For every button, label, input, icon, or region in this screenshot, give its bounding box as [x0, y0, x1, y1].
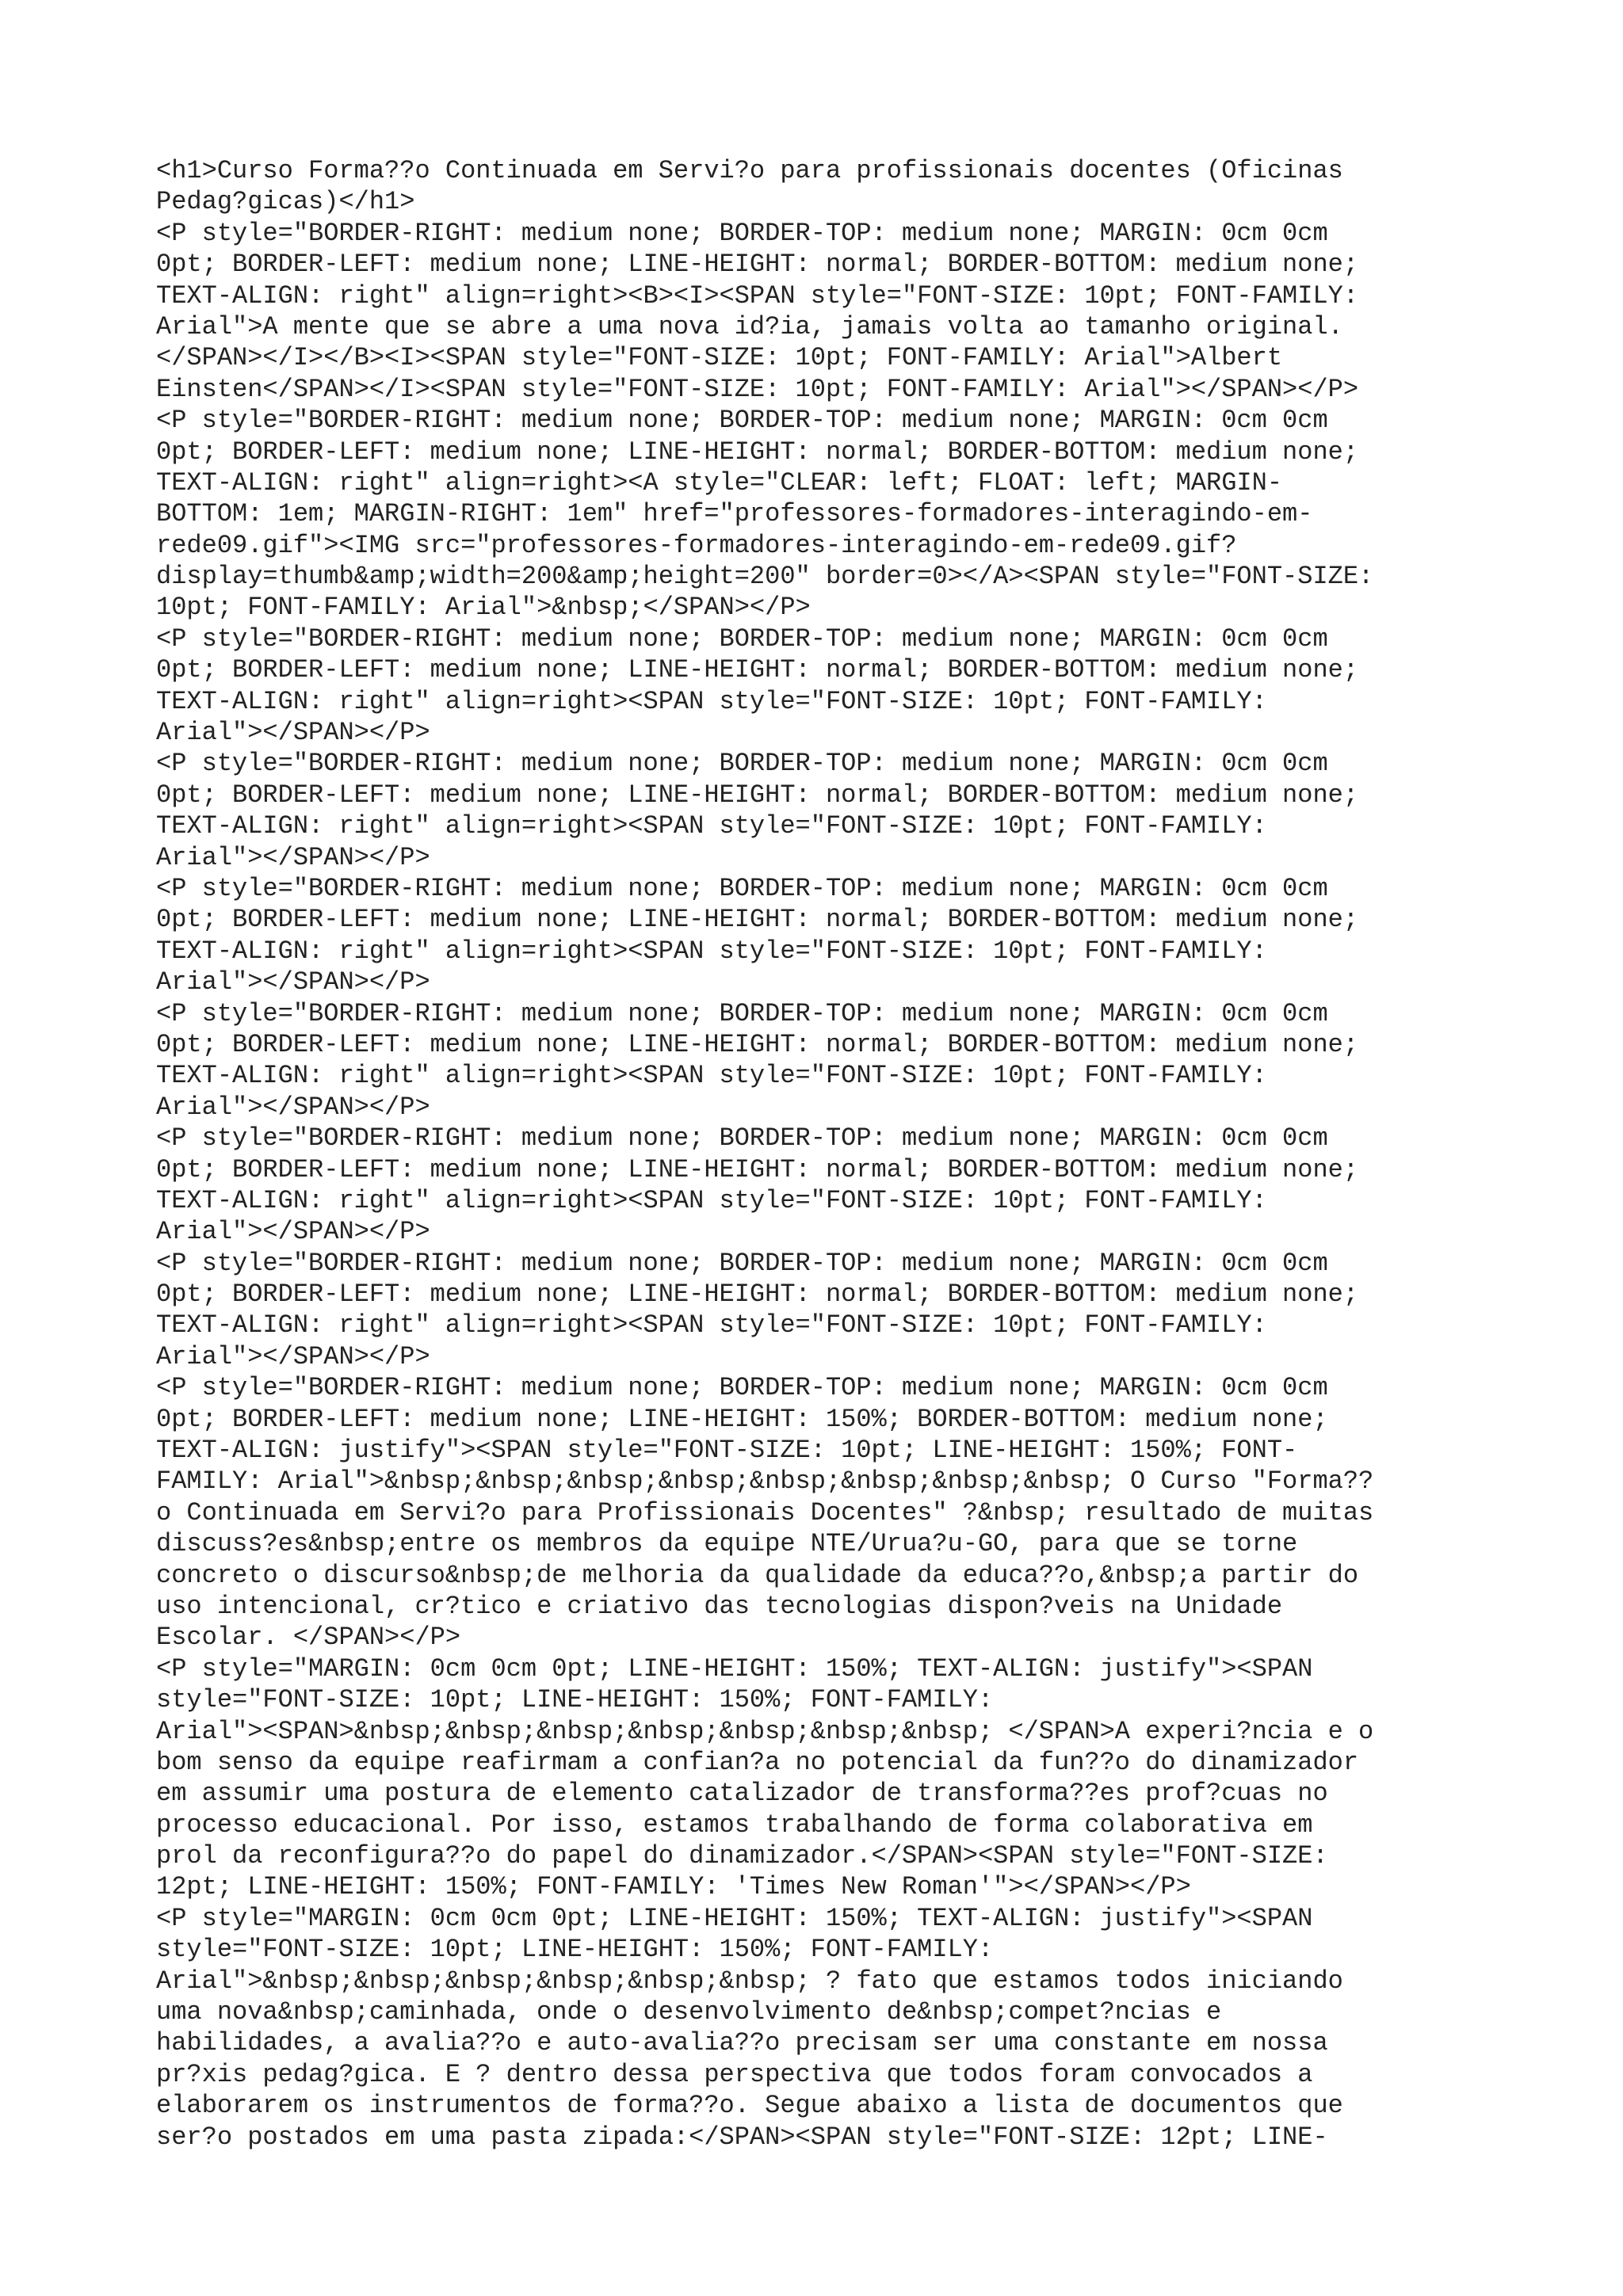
- text-line: ser?o postados em uma pasta zipada:</SPAN><SPAN style="FONT-SIZE: 12pt; LINE-: [156, 2122, 1328, 2152]
- text-line: <P style="BORDER-RIGHT: medium none; BORDER-TOP: medium none; MARGIN: 0cm 0cm: [156, 218, 1328, 248]
- text-line: TEXT-ALIGN: right" align=right><SPAN style="FONT-SIZE: 10pt; FONT-FAMILY:: [156, 686, 1267, 716]
- text-line: 0pt; BORDER-LEFT: medium none; LINE-HEIGHT: normal; BORDER-BOTTOM: medium none;: [156, 437, 1359, 467]
- text-line: Arial"></SPAN></P>: [156, 1092, 430, 1122]
- text-line: TEXT-ALIGN: right" align=right><SPAN style="FONT-SIZE: 10pt; FONT-FAMILY:: [156, 1185, 1267, 1215]
- text-line: Arial"></SPAN></P>: [156, 842, 430, 872]
- text-line: TEXT-ALIGN: right" align=right><SPAN style="FONT-SIZE: 10pt; FONT-FAMILY:: [156, 936, 1267, 966]
- text-line: <P style="BORDER-RIGHT: medium none; BORDER-TOP: medium none; MARGIN: 0cm 0cm: [156, 998, 1328, 1028]
- text-line: Arial"></SPAN></P>: [156, 718, 430, 748]
- text-line: style="FONT-SIZE: 10pt; LINE-HEIGHT: 150%; FONT-FAMILY:: [156, 1935, 994, 1965]
- text-line: prol da reconfigura??o do papel do dinamizador.</SPAN><SPAN style="FONT-SIZE:: [156, 1841, 1328, 1871]
- text-line: Arial"></SPAN></P>: [156, 967, 430, 997]
- text-line: elaborarem os instrumentos de forma??o. Segue abaixo a lista de documentos que: [156, 2091, 1343, 2121]
- text-line: <h1>Curso Forma??o Continuada em Servi?o para profissionais docentes (Oficinas: [156, 156, 1343, 185]
- text-line: 0pt; BORDER-LEFT: medium none; LINE-HEIGHT: normal; BORDER-BOTTOM: medium none;: [156, 655, 1359, 685]
- text-line: </SPAN></I></B><I><SPAN style="FONT-SIZE: 10pt; FONT-FAMILY: Arial">Albert: [156, 343, 1283, 373]
- text-line: 0pt; BORDER-LEFT: medium none; LINE-HEIGHT: 150%; BORDER-BOTTOM: medium none;: [156, 1404, 1328, 1434]
- text-line: 0pt; BORDER-LEFT: medium none; LINE-HEIGHT: normal; BORDER-BOTTOM: medium none;: [156, 1280, 1359, 1310]
- text-line: display=thumb&amp;width=200&amp;height=200" border=0></A><SPAN style="FONT-SIZE:: [156, 562, 1374, 592]
- text-line: habilidades, a avalia??o e auto-avalia??o precisam ser uma constante em nossa: [156, 2028, 1328, 2058]
- text-line: 0pt; BORDER-LEFT: medium none; LINE-HEIGHT: normal; BORDER-BOTTOM: medium none;: [156, 1154, 1359, 1184]
- text-line: <P style="BORDER-RIGHT: medium none; BORDER-TOP: medium none; MARGIN: 0cm 0cm: [156, 1123, 1328, 1154]
- text-line: FAMILY: Arial">&nbsp;&nbsp;&nbsp;&nbsp;&nbsp;&nbsp;&nbsp;&nbsp; O Curso "Forma??: [156, 1466, 1374, 1497]
- text-line: 10pt; FONT-FAMILY: Arial">&nbsp;</SPAN></P>: [156, 593, 811, 623]
- text-line: 0pt; BORDER-LEFT: medium none; LINE-HEIGHT: normal; BORDER-BOTTOM: medium none;: [156, 1029, 1359, 1059]
- text-line: 0pt; BORDER-LEFT: medium none; LINE-HEIGHT: normal; BORDER-BOTTOM: medium none;: [156, 780, 1359, 810]
- text-line: 12pt; LINE-HEIGHT: 150%; FONT-FAMILY: 'Times New Roman'"></SPAN></P>: [156, 1872, 1191, 1902]
- text-line: <P style="BORDER-RIGHT: medium none; BORDER-TOP: medium none; MARGIN: 0cm 0cm: [156, 873, 1328, 903]
- text-line: Arial"></SPAN></P>: [156, 1217, 430, 1247]
- text-line: 0pt; BORDER-LEFT: medium none; LINE-HEIGHT: normal; BORDER-BOTTOM: medium none;: [156, 905, 1359, 935]
- text-line: o Continuada em Servi?o para Profissionais Docentes" ?&nbsp; resultado de muitas: [156, 1497, 1374, 1527]
- text-line: rede09.gif"><IMG src="professores-formadores-interagindo-em-rede09.gif?: [156, 530, 1237, 560]
- text-line: Einsten</SPAN></I><SPAN style="FONT-SIZE: 10pt; FONT-FAMILY: Arial"></SPAN></P>: [156, 374, 1359, 404]
- text-line: <P style="BORDER-RIGHT: medium none; BORDER-TOP: medium none; MARGIN: 0cm 0cm: [156, 1248, 1328, 1278]
- text-line: TEXT-ALIGN: right" align=right><SPAN style="FONT-SIZE: 10pt; FONT-FAMILY:: [156, 1061, 1267, 1091]
- text-line: style="FONT-SIZE: 10pt; LINE-HEIGHT: 150%; FONT-FAMILY:: [156, 1685, 994, 1715]
- text-line: TEXT-ALIGN: right" align=right><B><I><SPAN style="FONT-SIZE: 10pt; FONT-FAMILY:: [156, 280, 1359, 311]
- text-line: TEXT-ALIGN: right" align=right><SPAN style="FONT-SIZE: 10pt; FONT-FAMILY:: [156, 1310, 1267, 1341]
- text-line: TEXT-ALIGN: right" align=right><A style="CLEAR: left; FLOAT: left; MARGIN-: [156, 467, 1283, 498]
- text-line: pr?xis pedag?gica. E ? dentro dessa perspectiva que todos foram convocados a: [156, 2059, 1313, 2089]
- text-line: Arial"></SPAN></P>: [156, 1341, 430, 1371]
- text-line: concreto o discurso&nbsp;de melhoria da qualidade da educa??o,&nbsp;a partir do: [156, 1560, 1359, 1590]
- text-line: uso intencional, cr?tico e criativo das tecnologias dispon?veis na Unidade: [156, 1591, 1283, 1621]
- text-line: <P style="BORDER-RIGHT: medium none; BORDER-TOP: medium none; MARGIN: 0cm 0cm: [156, 624, 1328, 654]
- text-line: bom senso da equipe reafirmam a confian?a no potencial da fun??o do dinamizador: [156, 1747, 1359, 1777]
- text-line: Arial"><SPAN>&nbsp;&nbsp;&nbsp;&nbsp;&nbsp;&nbsp;&nbsp; </SPAN>A experi?ncia e o: [156, 1716, 1374, 1746]
- text-line: <P style="MARGIN: 0cm 0cm 0pt; LINE-HEIGHT: 150%; TEXT-ALIGN: justify"><SPAN: [156, 1653, 1313, 1684]
- text-line: uma nova&nbsp;caminhada, onde o desenvolvimento de&nbsp;compet?ncias e: [156, 1997, 1222, 2027]
- text-line: <P style="BORDER-RIGHT: medium none; BORDER-TOP: medium none; MARGIN: 0cm 0cm: [156, 406, 1328, 436]
- text-line: BOTTOM: 1em; MARGIN-RIGHT: 1em" href="professores-formadores-interagindo-em-: [156, 499, 1313, 529]
- text-line: Pedag?gicas)</h1>: [156, 187, 415, 217]
- text-line: TEXT-ALIGN: right" align=right><SPAN style="FONT-SIZE: 10pt; FONT-FAMILY:: [156, 811, 1267, 841]
- text-line: 0pt; BORDER-LEFT: medium none; LINE-HEIGHT: normal; BORDER-BOTTOM: medium none;: [156, 250, 1359, 280]
- text-line: processo educacional. Por isso, estamos trabalhando de forma colaborativa em: [156, 1810, 1313, 1840]
- html-source-text: [156, 155, 1487, 2153]
- text-line: Arial">A mente que se abre a uma nova id?ia, jamais volta ao tamanho original.: [156, 311, 1343, 341]
- text-line: TEXT-ALIGN: justify"><SPAN style="FONT-SIZE: 10pt; LINE-HEIGHT: 150%; FONT-: [156, 1436, 1298, 1466]
- text-line: discuss?es&nbsp;entre os membros da equipe NTE/Urua?u-GO, para que se torne: [156, 1529, 1298, 1559]
- text-line: em assumir uma postura de elemento catalizador de transforma??es prof?cuas no: [156, 1779, 1328, 1809]
- text-line: Arial">&nbsp;&nbsp;&nbsp;&nbsp;&nbsp;&nbsp; ? fato que estamos todos iniciando: [156, 1966, 1343, 1996]
- text-line: <P style="BORDER-RIGHT: medium none; BORDER-TOP: medium none; MARGIN: 0cm 0cm: [156, 1373, 1328, 1403]
- text-line: Escolar. </SPAN></P>: [156, 1623, 461, 1653]
- text-line: <P style="MARGIN: 0cm 0cm 0pt; LINE-HEIGHT: 150%; TEXT-ALIGN: justify"><SPAN: [156, 1903, 1313, 1933]
- text-line: <P style="BORDER-RIGHT: medium none; BORDER-TOP: medium none; MARGIN: 0cm 0cm: [156, 749, 1328, 779]
